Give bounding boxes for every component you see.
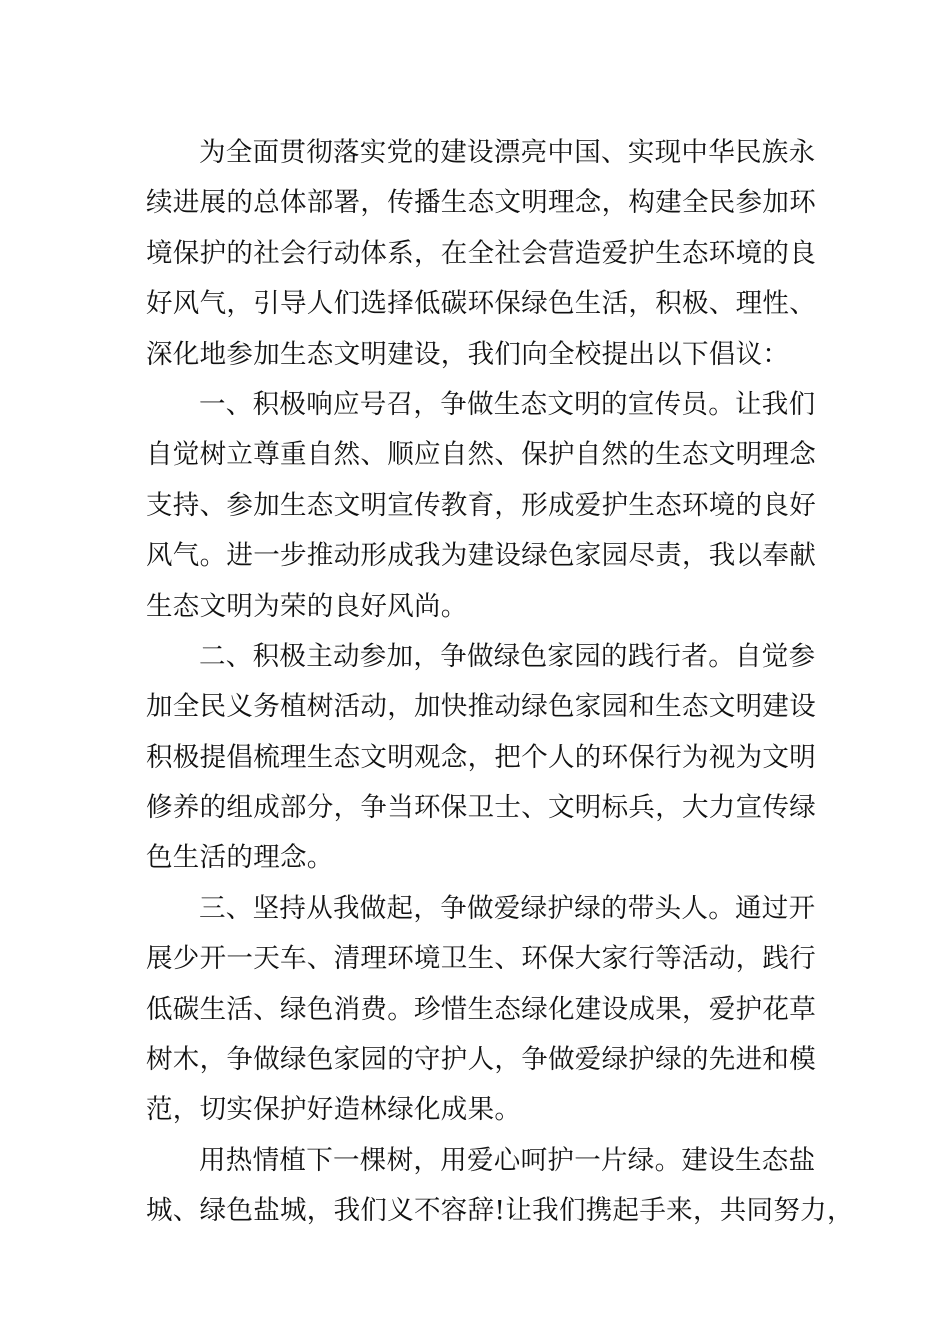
paragraph-1-line-4: 好风气，引导人们选择低碳环保绿色生活，积极、理性、 <box>146 288 816 320</box>
paragraph-1-line-3: 境保护的社会行动体系，在全社会营造爱护生态环境的良 <box>146 237 816 269</box>
paragraph-3-line-5: 色生活的理念。 <box>146 842 334 874</box>
paragraph-2-line-1: 一、积极响应号召，争做生态文明的宣传员。让我们 <box>199 388 816 420</box>
paragraph-1-line-1: 为全面贯彻落实党的建设漂亮中国、实现中华民族永 <box>199 137 816 168</box>
paragraph-5-line-2: 城、绿色盐城，我们义不容辞!让我们携起手来，共同努力， <box>146 1195 854 1227</box>
paragraph-2-line-2: 自觉树立尊重自然、顺应自然、保护自然的生态文明理念 <box>146 439 816 471</box>
paragraph-4-line-1: 三、坚持从我做起，争做爱绿护绿的带头人。通过开 <box>199 892 816 924</box>
paragraph-3-line-4: 修养的组成部分，争当环保卫士、文明标兵，大力宣传绿 <box>146 792 816 824</box>
paragraph-3-line-1: 二、积极主动参加，争做绿色家园的践行者。自觉参 <box>199 640 816 672</box>
paragraph-1-line-5: 深化地参加生态文明建设，我们向全校提出以下倡议： <box>146 338 790 370</box>
paragraph-4-line-3: 低碳生活、绿色消费。珍惜生态绿化建设成果，爱护花草 <box>146 993 816 1025</box>
paragraph-3-line-3: 积极提倡梳理生态文明观念，把个人的环保行为视为文明 <box>146 741 816 773</box>
paragraph-4-line-5: 范，切实保护好造林绿化成果。 <box>146 1094 522 1126</box>
paragraph-2-line-4: 风气。进一步推动形成我为建设绿色家园尽责，我以奉献 <box>146 540 816 572</box>
paragraph-4-line-4: 树木，争做绿色家园的守护人，争做爱绿护绿的先进和模 <box>146 1044 816 1076</box>
paragraph-3-line-2: 加全民义务植树活动，加快推动绿色家园和生态文明建设 <box>146 691 816 723</box>
paragraph-5-line-1: 用热情植下一棵树，用爱心呵护一片绿。建设生态盐 <box>199 1144 816 1176</box>
paragraph-2-line-3: 支持、参加生态文明宣传教育，形成爱护生态环境的良好 <box>146 489 816 521</box>
paragraph-1-line-2: 续进展的总体部署，传播生态文明理念，构建全民参加环 <box>146 187 816 219</box>
paragraph-2-line-5: 生态文明为荣的良好风尚。 <box>146 590 468 622</box>
document-body <box>146 128 854 1237</box>
paragraph-4-line-2: 展少开一天车、清理环境卫生、环保大家行等活动，践行 <box>146 943 816 975</box>
